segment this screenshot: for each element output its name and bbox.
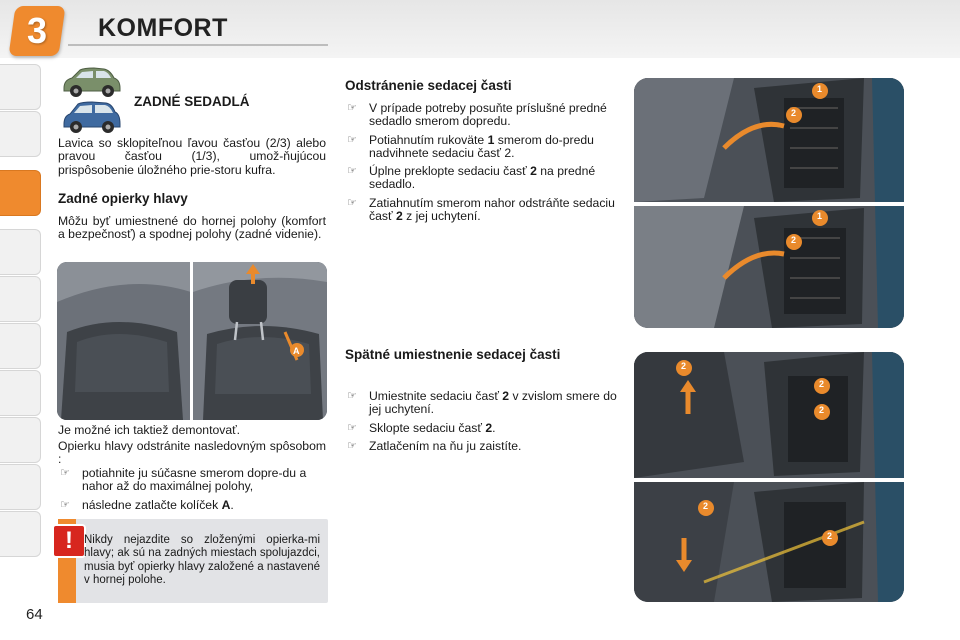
hand-pointer-icon: ☞ — [347, 133, 357, 146]
side-tab-4[interactable] — [0, 229, 41, 275]
intro-paragraph: Lavica so sklopiteľnou ľavou časťou (2/3) alebo pravou časťou (1/3), umož-ňujúcou prispôsobenie úložného prie-storu kufra. — [58, 136, 326, 177]
title-underline — [68, 44, 328, 46]
car-green-icon — [60, 66, 122, 98]
photo-label-1: 1 — [817, 84, 823, 94]
list-item: ☞ Umiestnite sedaciu časť 2 v zvislom smere do jej uchytení. — [347, 389, 617, 417]
removal-steps-list — [345, 102, 617, 228]
refit-photo — [634, 352, 904, 602]
remove-steps-list — [58, 467, 326, 517]
side-tab-8[interactable] — [0, 417, 41, 463]
headrest-heading: Zadné opierky hlavy — [58, 191, 188, 206]
chapter-title: KOMFORT — [98, 14, 228, 42]
hand-pointer-icon: ☞ — [347, 439, 357, 452]
list-item: ☞ V prípade potreby posuňte príslušné predné sedadlo smerom dopredu. — [347, 101, 607, 129]
car-blue-icon — [60, 100, 122, 134]
photo-label-2: 2 — [791, 108, 797, 118]
side-tab-7[interactable] — [0, 370, 41, 416]
side-tab-5[interactable] — [0, 276, 41, 322]
list-item: ☞ následne zatlačte kolíček A. — [60, 497, 234, 512]
hand-pointer-icon: ☞ — [347, 196, 357, 209]
list-item: ☞ potiahnite ju súčasne smerom dopre-du a nahor až do maximálnej polohy, — [60, 466, 307, 494]
remove-text-1: Je možné ich taktiež demontovať. — [58, 423, 241, 437]
side-tab-6[interactable] — [0, 323, 41, 369]
list-item: ☞ Sklopte sedaciu časť 2. — [347, 420, 496, 435]
warning-icon: ! — [52, 524, 86, 558]
hand-pointer-icon: ☞ — [347, 421, 357, 434]
side-tab-10[interactable] — [0, 511, 41, 557]
remove-text-2: Opierku hlavy odstránite nasledovným spôsobom : — [58, 439, 326, 467]
headrest-paragraph: Môžu byť umiestnené do hornej polohy (komfort a bezpečnosť) a spodnej polohy (zadné videnie). — [58, 214, 326, 242]
side-tab-9[interactable] — [0, 464, 41, 510]
chapter-number: 3 — [26, 10, 48, 51]
refit-steps-list — [345, 390, 617, 458]
photo-label-2: 2 — [819, 405, 825, 415]
photo-label-2: 2 — [791, 235, 797, 245]
headrest-photo — [57, 262, 327, 420]
page-number: 64 — [26, 606, 43, 623]
photo-label-2: 2 — [827, 531, 833, 541]
removal-photo — [634, 78, 904, 328]
hand-pointer-icon: ☞ — [60, 467, 70, 479]
hand-pointer-icon: ☞ — [347, 102, 357, 114]
list-item: ☞ Zatlačením na ňu ju zaistíte. — [347, 438, 522, 453]
refit-heading: Spätné umiestnenie sedacej časti — [345, 347, 561, 362]
list-item: ☞ Potiahnutím rukoväte 1 smerom do-predu nadvihnete sedaciu časť 2. — [347, 132, 594, 160]
hand-pointer-icon: ☞ — [60, 498, 70, 511]
side-tab-2[interactable] — [0, 111, 41, 157]
list-item: ☞ Zatiahnutím smerom nahor odstráňte sedaciu časť 2 z jej uchytení. — [347, 195, 615, 224]
list-item: ☞ Úplne preklopte sedaciu časť 2 na predné sedadlo. — [347, 164, 596, 192]
photo-label-2: 2 — [819, 379, 825, 389]
photo-label-1: 1 — [817, 211, 823, 221]
side-tab-3-active[interactable] — [0, 170, 41, 216]
hand-pointer-icon: ☞ — [347, 390, 357, 402]
photo-label-2: 2 — [681, 361, 687, 371]
removal-heading: Odstránenie sedacej časti — [345, 78, 512, 93]
hand-pointer-icon: ☞ — [347, 165, 357, 178]
warning-text: Nikdy nejazdite so zloženými opierka-mi hlavy; ak sú na zadných miestach spolujazdci, musia byť opierky hlavy založené a nastavené v hornej polohe. — [84, 534, 320, 587]
side-tab-1[interactable] — [0, 64, 41, 110]
photo-label-2: 2 — [703, 501, 709, 511]
section-title: ZADNÉ SEDADLÁ — [134, 94, 250, 109]
photo-label-a: A — [293, 346, 300, 356]
